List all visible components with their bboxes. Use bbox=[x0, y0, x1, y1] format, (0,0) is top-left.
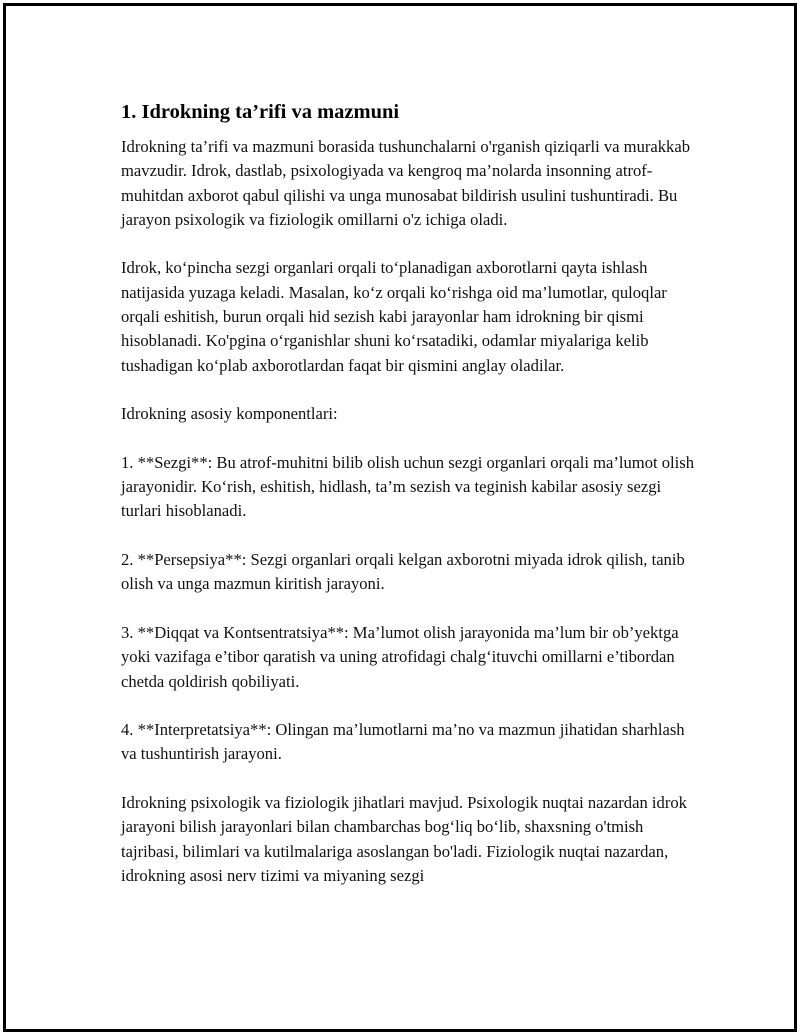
section-heading: 1. Idrokning ta’rifi va mazmuni bbox=[121, 101, 400, 123]
paragraph-aspects: Idrokning psixologik va fiziologik jihatlari mavjud. Psixologik nuqtai nazardan idrok jarayoni bilish jarayonlari bilan chambarchas bog‘liq bo‘lib, shaxsning o'tmish tajribasi, bilimlari va kutilmalariga asoslangan bo'ladi. Fiziologik nuqtai nazardan, idrokning asosi nerv tizimi va miyaning sezgi bbox=[121, 793, 687, 885]
list-item-perception: 2. **Persepsiya**: Sezgi organlari orqali kelgan axborotni miyada idrok qilish, tanib olish va unga mazmun kiritish jarayoni. bbox=[121, 550, 685, 594]
paragraph-senses: Idrok, ko‘pincha sezgi organlari orqali to‘planadigan axborotlarni qayta ishlash natijasida yuzaga keladi. Masalan, ko‘z orqali ko‘rishga oid ma’lumotlar, quloqlar orqali eshitish, burun orqali hid sezish kabi jarayonlar ham idrokning bir qismi hisoblanadi. Ko'pgina o‘rganishlar shuni ko‘rsatadiki, odamlar miyalariga kelib tushadigan ko‘plab axborotlardan faqat bir qismini anglay oladilar. bbox=[121, 258, 667, 375]
list-item-attention: 3. **Diqqat va Kontsentratsiya**: Ma’lumot olish jarayonida ma’lum bir ob’yektga yoki vazifaga e’tibor qaratish va uning atrofidagi chalg‘ituvchi omillarni e’tibordan chetda qoldirish qobiliyati. bbox=[121, 622, 679, 691]
document-body bbox=[121, 99, 701, 913]
paragraph-components-intro: Idrokning asosiy komponentlari: bbox=[121, 404, 338, 424]
page-frame bbox=[3, 3, 797, 1032]
list-item-interpretation: 4. **Interpretatsiya**: Olingan ma’lumotlarni ma’no va mazmun jihatidan sharhlash va tushuntirish jarayoni. bbox=[121, 720, 685, 764]
list-item-sensation: 1. **Sezgi**: Bu atrof-muhitni bilib olish uchun sezgi organlari orqali ma’lumot olish jarayonidir. Ko‘rish, eshitish, hidlash, ta’m sezish va teginish kabilar asosiy sezgi turlari hisoblanadi. bbox=[121, 452, 695, 521]
paragraph-definition: Idrokning ta’rifi va mazmuni borasida tushunchalarni o'rganish qiziqarli va murakkab mavzudir. Idrok, dastlab, psixologiyada va kengroq ma’nolarda insonning atrof-muhitdan axborot qabul qilishi va unga munosabat bildirish usulini tushuntiradi. Bu jarayon psixologik va fiziologik omillarni o'z ichiga oladi. bbox=[121, 137, 691, 229]
